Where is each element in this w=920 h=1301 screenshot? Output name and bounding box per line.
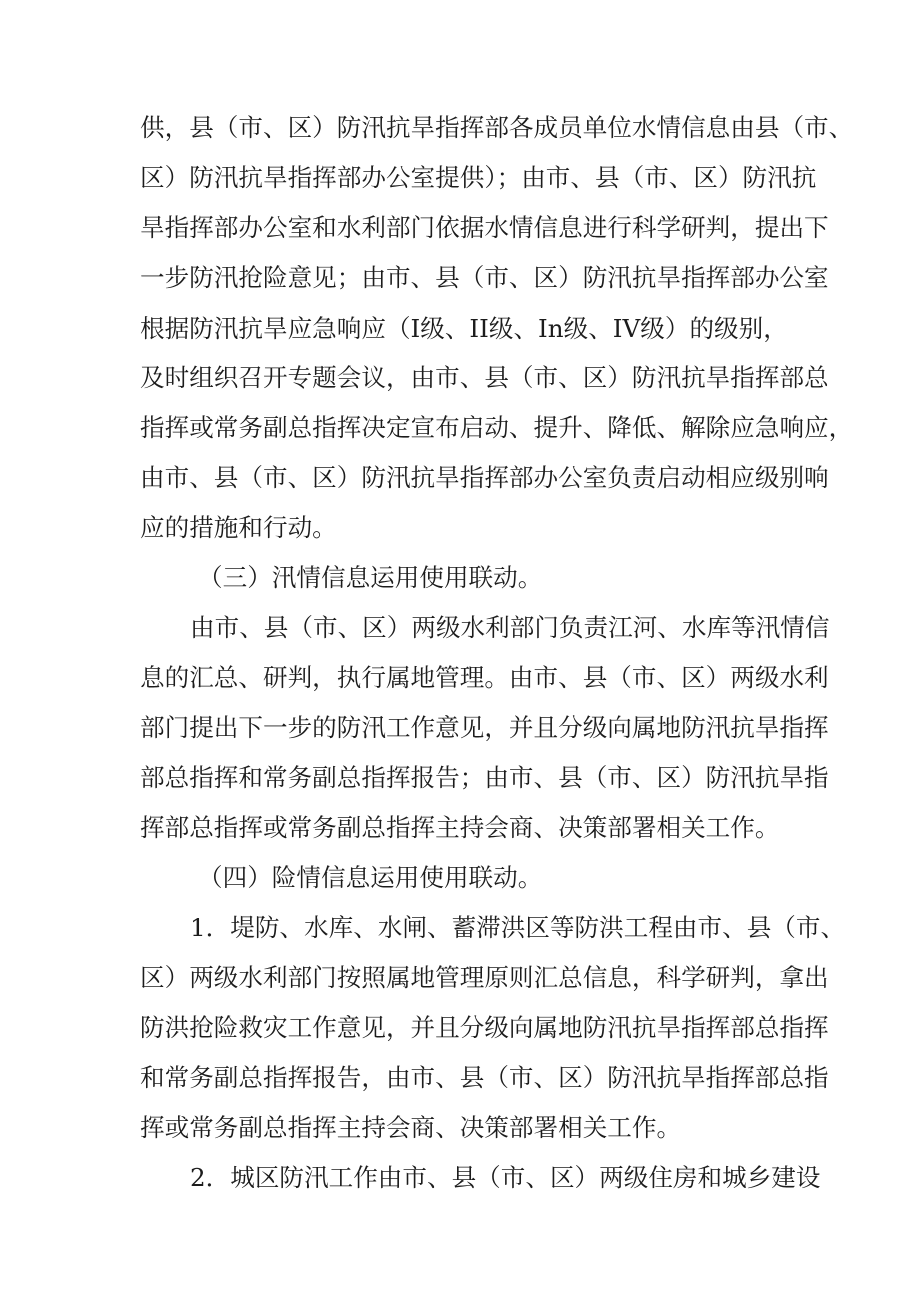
text-line: 根据防汛抗旱应急响应（I级、II级、In级、IV级）的级别， [140,314,788,343]
text-line: 旱指挥部办公室和水利部门依据水情信息进行科学研判，提出下 [140,213,829,242]
text-line: 部门提出下一步的防汛工作意见，并且分级向属地防汛抗旱指挥 [140,713,829,742]
text-line: 供，县（市、区）防汛抗旱指挥部各成员单位水情信息由县（市、 [140,113,854,142]
text-line: 应的措施和行动。 [140,513,337,542]
text-line: 1．堤防、水库、水闸、蓄滞洪区等防洪工程由市、县（市、 [190,913,846,942]
text-line: 区）两级水利部门按照属地管理原则汇总信息，科学研判，拿出 [140,963,829,992]
section-heading: （四）险情信息运用使用联动。 [198,863,543,892]
text-line: 2．城区防汛工作由市、县（市、区）两级住房和城乡建设 [190,1163,821,1192]
text-line: 息的汇总、研判，执行属地管理。由市、县（市、区）两级水利 [140,663,829,692]
text-line: 及时组织召开专题会议，由市、县（市、区）防汛抗旱指挥部总 [140,363,829,392]
text-line: 区）防汛抗旱指挥部办公室提供）；由市、县（市、区）防汛抗 [140,163,817,192]
text-line: 部总指挥和常务副总指挥报告；由市、县（市、区）防汛抗旱指 [140,763,829,792]
text-line: 防洪抢险救灾工作意见，并且分级向属地防汛抗旱指挥部总指挥 [140,1013,829,1042]
text-line: 挥或常务副总指挥主持会商、决策部署相关工作。 [140,1113,682,1142]
text-line: 挥部总指挥或常务副总指挥主持会商、决策部署相关工作。 [140,813,780,842]
text-line: 指挥或常务副总指挥决定宣布启动、提升、降低、解除应急响应， [140,413,854,442]
text-line: 由市、县（市、区）防汛抗旱指挥部办公室负责启动相应级别响 [140,463,829,492]
text-line: 和常务副总指挥报告，由市、县（市、区）防汛抗旱指挥部总指 [140,1063,829,1092]
text-line: 一步防汛抢险意见；由市、县（市、区）防汛抗旱指挥部办公室 [140,263,829,292]
text-line: 由市、县（市、区）两级水利部门负责江河、水库等汛情信 [190,613,830,642]
section-heading: （三）汛情信息运用使用联动。 [198,563,543,592]
